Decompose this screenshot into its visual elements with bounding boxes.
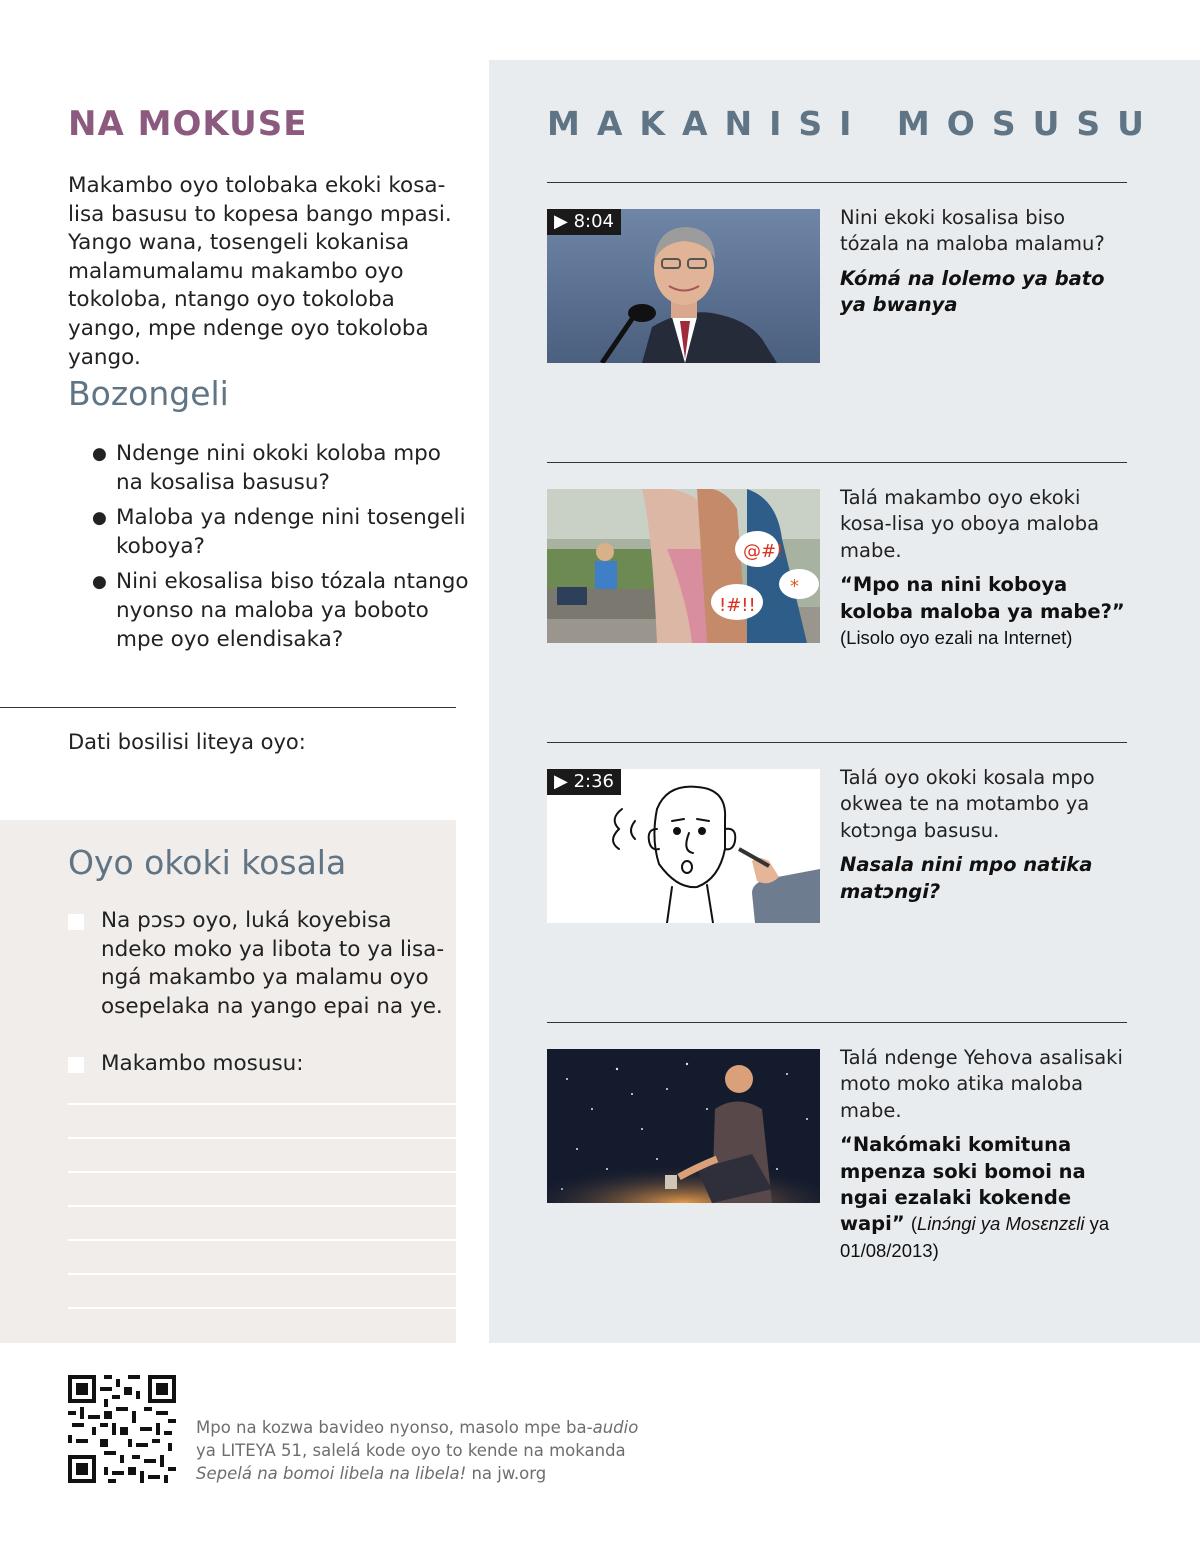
magazine-name: Linɔ́ngi ya Mosɛnzɛli: [917, 1213, 1085, 1235]
goal-checkbox[interactable]: [68, 914, 84, 930]
review-question: ● Nini ekosalisa biso tózala ntango nyonso na maloba ya boboto mpe oyo elendisaka?: [92, 569, 469, 652]
bullet-icon: ●: [92, 508, 107, 529]
writing-line[interactable]: [68, 1307, 456, 1309]
bullet-icon: ●: [92, 444, 107, 464]
explore-title: MAKANISI MOSUSU: [547, 104, 1161, 143]
article-source: (Lisolo oyo ezali na Internet): [840, 627, 1073, 649]
explore-item: Talá ndenge Yehova asalisaki moto moko atika maloba mabe. “Nakómaki komituna mpenza soki bomoi na ngai ezalaki kokende wapi” (Linɔ́ngi ya Mosɛnzɛli ya 01/08/2013): [840, 1045, 1130, 1264]
svg-text:@#!: @#!: [743, 541, 784, 562]
item-description: Talá ndenge Yehova asalisaki moto moko atika maloba mabe.: [840, 1046, 1123, 1122]
writing-line[interactable]: [68, 1171, 456, 1173]
completion-date-label: Dati bosilisi liteya oyo:: [68, 730, 306, 754]
review-title: Bozongeli: [68, 374, 229, 413]
bullet-icon: ●: [92, 572, 107, 593]
goal-text: Na pɔsɔ oyo, luká koyebisa ndeko moko ya libota to ya lisa-ngá makambo ya malamu oyo osepelaka na yango epai na ye.: [101, 908, 445, 1019]
video-title-link[interactable]: Nasala nini mpo natika matɔngi?: [840, 853, 1093, 903]
article-title-link[interactable]: “Mpo na nini koboya koloba maloba ya mabe?”: [840, 573, 1125, 623]
item-description: Talá oyo okoki kosala mpo okwea te na motambo ya kotɔnga basusu.: [840, 766, 1095, 842]
explore-item: [840, 765, 1130, 905]
explore-item: [840, 205, 1130, 319]
writing-line[interactable]: [68, 1205, 456, 1207]
summary-title: NA MOKUSE: [68, 104, 308, 144]
svg-text:!#!!: !#!!: [719, 595, 756, 616]
writing-line[interactable]: [68, 1137, 456, 1139]
divider: [547, 462, 1127, 463]
video-thumbnail-whiteboard[interactable]: [547, 769, 820, 923]
divider: [547, 742, 1127, 743]
other-goal-checkbox[interactable]: [68, 1057, 84, 1073]
other-goal-label: Makambo mosusu:: [101, 1051, 304, 1076]
review-question: ● Ndenge nini okoki koloba mpo na kosalisa basusu?: [92, 441, 441, 495]
item-description: Talá makambo oyo ekoki kosa-lisa yo oboya maloba mabe.: [840, 486, 1100, 562]
divider: [0, 707, 456, 708]
writing-line[interactable]: [68, 1103, 456, 1105]
book-title: Sepelá na bomoi libela na libela!: [196, 1464, 467, 1483]
video-thumbnail-speaker[interactable]: [547, 209, 820, 363]
video-duration: ▶ 8:04: [547, 209, 621, 235]
writing-line[interactable]: [68, 1273, 456, 1275]
footer-text: Mpo na kozwa bavideo nyonso, masolo mpe ba-audio ya LITEYA 51, salelá kode oyo to kende na mokanda Sepelá na bomoi libela na libela! na jw.org: [196, 1418, 639, 1483]
article-title-link[interactable]: “Nakómaki komituna mpenza soki bomoi na ngai ezalaki kokende wapi”: [840, 1133, 1086, 1236]
divider: [547, 182, 1127, 183]
explore-item: [840, 485, 1130, 651]
video-title-link[interactable]: Kómá na lolemo ya bato ya bwanya: [840, 266, 1105, 317]
summary-text: Makambo oyo tolobaka ekoki kosa-lisa basusu to kopesa bango mpasi. Yango wana, tosengeli kokanisa malamumalamu makambo oyo tokoloba, ntango oyo tokoloba yango, mpe ndenge oyo tokoloba yango.: [68, 173, 452, 370]
article-thumbnail-teens[interactable]: [547, 489, 820, 643]
svg-text:*: *: [790, 576, 799, 597]
divider: [547, 1022, 1127, 1023]
review-list: [92, 440, 472, 661]
qr-code[interactable]: [68, 1375, 176, 1483]
item-description: Nini ekoki kosalisa biso tózala na maloba malamu?: [840, 206, 1105, 256]
article-thumbnail-night-sky[interactable]: [547, 1049, 820, 1203]
video-duration: ▶ 2:36: [547, 769, 621, 795]
try-this-title: Oyo okoki kosala: [68, 843, 347, 882]
review-question: ● Maloba ya ndenge nini tosengeli koboya?: [92, 505, 466, 559]
writing-line[interactable]: [68, 1239, 456, 1241]
try-this-panel: [0, 820, 456, 1343]
